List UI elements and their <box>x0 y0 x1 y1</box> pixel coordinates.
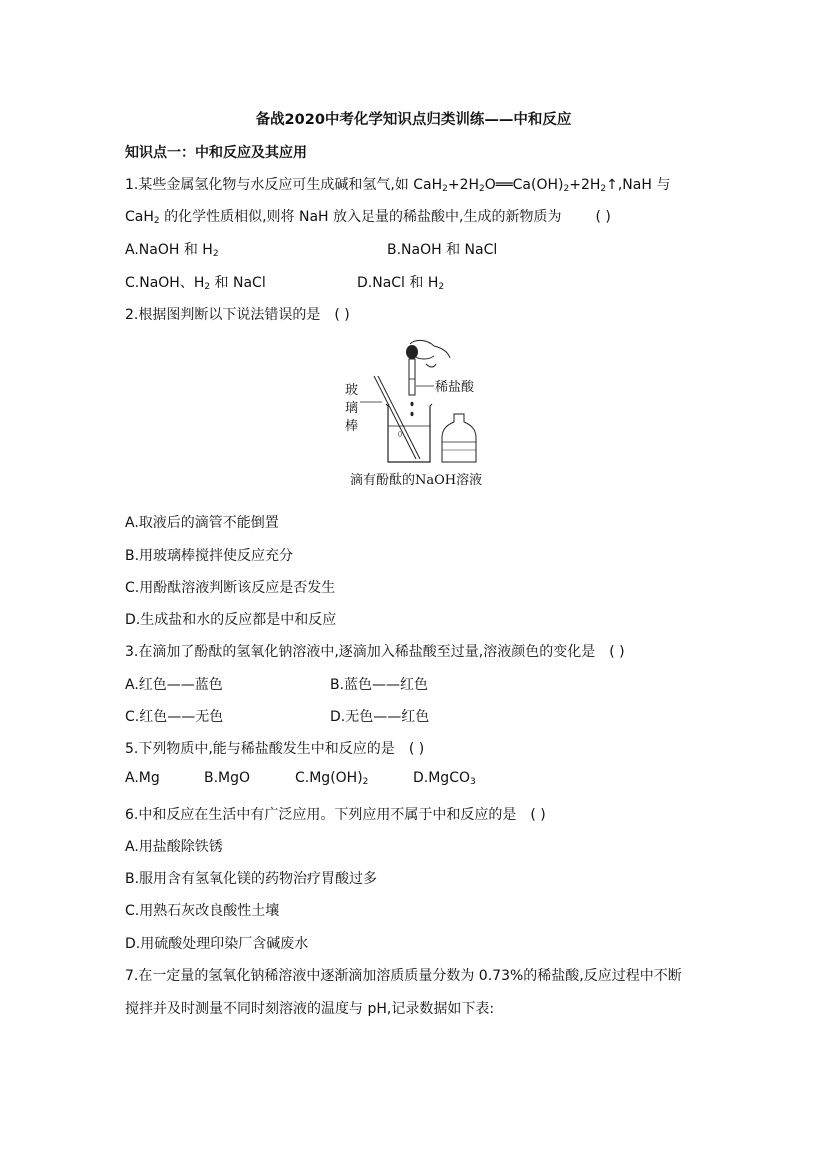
q7-stem-line2: 搅拌并及时测量不同时刻溶液的温度与 pH,记录数据如下表: <box>125 1001 495 1017</box>
q2-stem: 2.根据图判断以下说法错误的是 ( ) <box>125 307 350 323</box>
label-glass-rod-2: 璃 <box>345 401 359 416</box>
hand-thumb <box>426 364 436 367</box>
label-glass-rod-3: 棒 <box>345 419 359 434</box>
answer-blank: ( ) <box>530 807 546 823</box>
dropper-tube <box>409 359 415 395</box>
answer-blank: ( ) <box>609 644 625 660</box>
dropper-bulb <box>406 345 418 359</box>
q1-option-c: C.NaOH、$H_2$ 和 NaCl <box>125 275 266 292</box>
q3-stem: 3.在滴加了酚酞的氢氧化钠溶液中,逐滴加入稀盐酸至过量,溶液颜色的变化是 ( ) <box>125 644 625 660</box>
experiment-figure <box>330 334 500 492</box>
label-naoh-solution: 滴有酚酞的NaOH溶液 <box>350 473 483 488</box>
drop <box>411 402 414 406</box>
beaker-dropper-diagram <box>330 334 500 492</box>
q5-option-a: A.Mg <box>125 770 160 786</box>
q1-option-a: A.NaOH 和 $H_2$ <box>125 242 219 259</box>
label-dilute-hcl: 稀盐酸 <box>435 380 475 395</box>
reagent-bottle <box>442 414 476 462</box>
q3-option-b: B.蓝色——红色 <box>330 677 429 693</box>
label-glass-rod-1: 玻 <box>345 383 359 398</box>
q2-option-d: D.生成盐和水的反应都是中和反应 <box>125 612 337 628</box>
q6-option-a: A.用盐酸除铁锈 <box>125 839 223 855</box>
q5-option-c: $C.Mg(OH)_2$ <box>295 770 369 787</box>
q1-option-d: D.NaCl 和 $H_2$ <box>357 275 445 292</box>
q6-stem: 6.中和反应在生活中有广泛应用。下列应用不属于中和反应的是 ( ) <box>125 807 546 823</box>
q6-option-b: B.服用含有氢氧化镁的药物治疗胃酸过多 <box>125 871 378 887</box>
q3-option-d: D.无色——红色 <box>330 709 430 725</box>
q2-option-b: B.用玻璃棒搅拌使反应充分 <box>125 548 294 564</box>
page-title: 备战2020中考化学知识点归类训练——中和反应 <box>255 112 572 128</box>
section-heading: 知识点一：中和反应及其应用 <box>125 145 307 161</box>
q5-stem: 5.下列物质中,能与稀盐酸发生中和反应的是 ( ) <box>125 741 425 757</box>
q3-option-a: A.红色——蓝色 <box>125 677 223 693</box>
q7-stem-line1: 7.在一定量的氢氧化钠稀溶液中逐渐滴加溶质质量分数为 0.73%的稀盐酸,反应过程中不断 <box>125 968 682 984</box>
q6-option-d: D.用硫酸处理印染厂含碱废水 <box>125 936 309 952</box>
q1-option-b: B.NaOH 和 NaCl <box>387 242 498 258</box>
drop <box>411 412 414 416</box>
answer-blank: ( ) <box>334 307 350 323</box>
q2-option-a: A.取液后的滴管不能倒置 <box>125 515 279 531</box>
answer-blank: ( ) <box>408 741 425 757</box>
q5-option-d: D.MgCO$_3$ <box>413 770 476 787</box>
answer-blank: ( ) <box>595 209 611 225</box>
q6-option-c: C.用熟石灰改良酸性土壤 <box>125 903 280 919</box>
q2-option-c: C.用酚酞溶液判断该反应是否发生 <box>125 580 336 596</box>
hand-fingers <box>414 356 434 359</box>
q1-stem-line1: 1.某些金属氢化物与水反应可生成碱和氢气,如 $CaH_2+2H_2O══Ca(OH)_2+2H_2↑,NaH$ 与 <box>125 177 671 194</box>
q3-option-c: C.红色——无色 <box>125 709 224 725</box>
q5-option-b: B.MgO <box>204 770 251 786</box>
q1-stem-line2: CaH$_2$ 的化学性质相似,则将 NaH 放入足量的稀盐酸中,生成的新物质为 ( ) <box>125 209 611 226</box>
